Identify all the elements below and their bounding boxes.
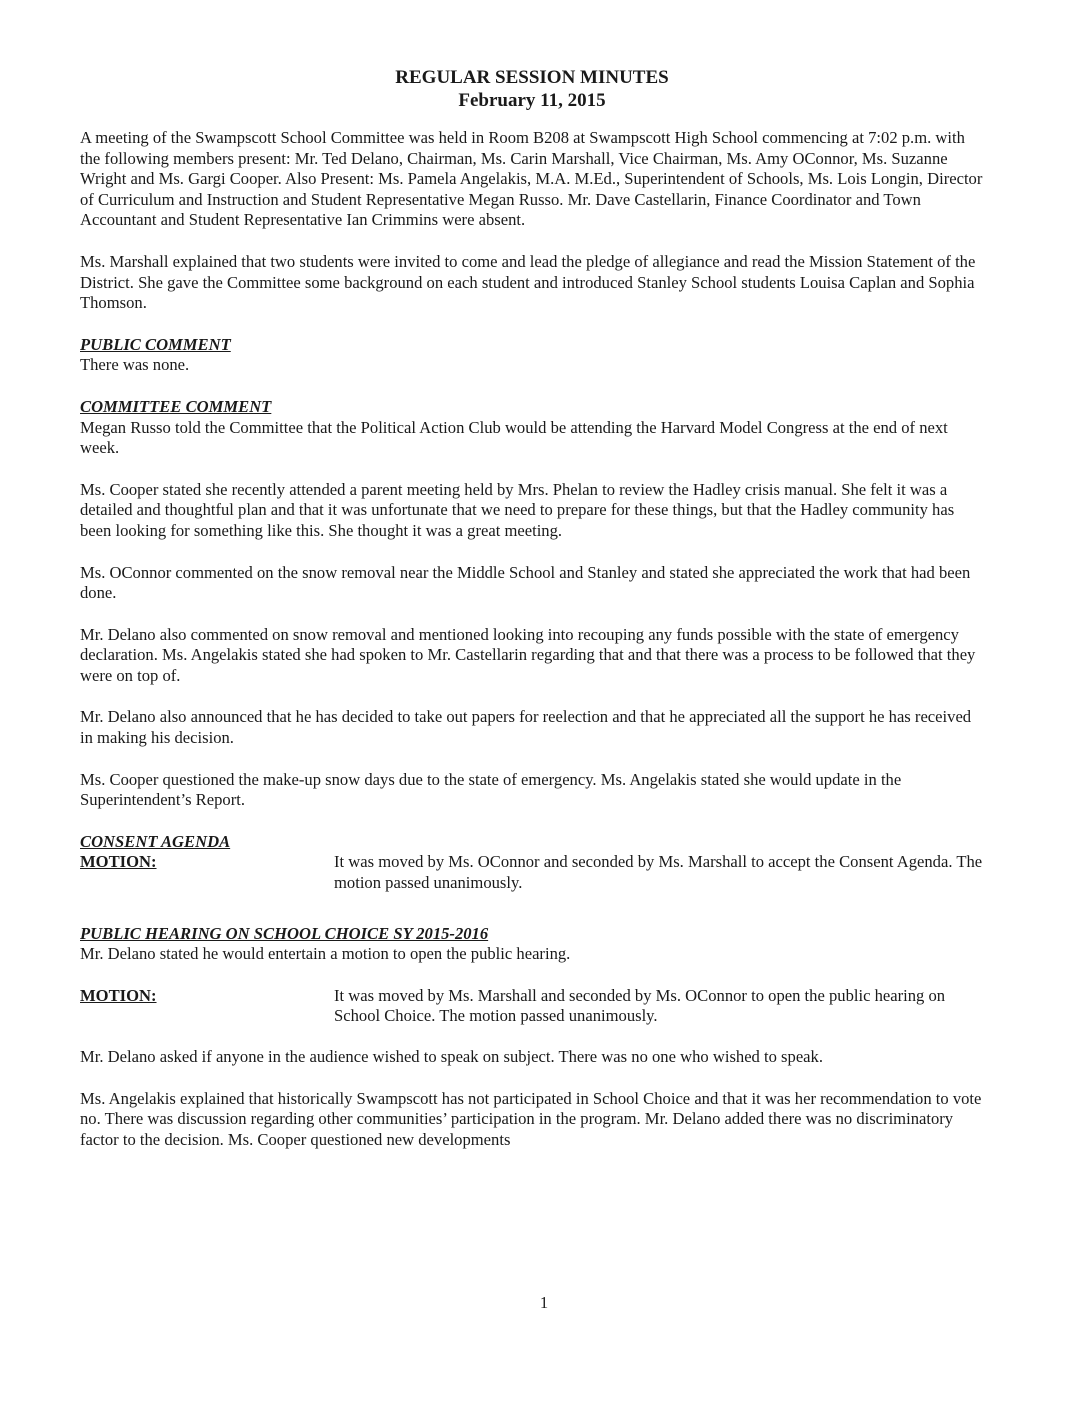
committee-comment-paragraph: Mr. Delano also announced that he has decided to take out papers for reelection and that he appreciated all the support he has received in making his decision.: [80, 707, 972, 748]
document-title: [80, 66, 984, 112]
intro-paragraph: A meeting of the Swampscott School Committee was held in Room B208 at Swampscott High School commencing at 7:02 p.m. with the following members present: Mr. Ted Delano, Chairman, Ms. Carin Marshall, Vice Chairman, Ms. Amy OConnor, Ms. Suzanne Wright and Ms. Gargi Cooper. Also Present: Ms. Pamela Angelakis, M.A. M.Ed., Superintendent of Schools, Ms. Lois Longin, Director of Curriculum and Instruction and Student Representative Megan Russo. Mr. Dave Castellarin, Finance Coordinator and Town Accountant and Student Representative Ian Crimmins were absent.: [80, 128, 983, 230]
motion-label: MOTION:: [80, 985, 157, 1005]
committee-comment-paragraph: Ms. Cooper stated she recently attended a parent meeting held by Mrs. Phelan to review the Hadley crisis manual. She felt it was a detailed and thoughtful plan and that it was unfortunate that we need to prepare for these things, but that the Hadley community has been looking for something like this. She thought it was a great meeting.: [80, 479, 955, 540]
title-date: February 11, 2015: [458, 90, 606, 111]
committee-comment-paragraph: Ms. Cooper questioned the make-up snow days due to the state of emergency. Ms. Angelakis stated she would update in the Superintendent’s Report.: [80, 769, 902, 810]
motion-text: It was moved by Ms. OConnor and seconded by Ms. Marshall to accept the Consent Agenda. The motion passed unanimously.: [334, 852, 983, 893]
committee-comment-paragraph: Mr. Delano also commented on snow removal and mentioned looking into recouping any funds possible with the state of emergency declaration. Ms. Angelakis stated she had spoken to Mr. Castellarin regarding that and that there was a process to be followed that they were on top of.: [80, 624, 976, 685]
school-choice-motion: [80, 986, 984, 1027]
consent-agenda-heading: CONSENT AGENDA: [80, 831, 231, 851]
page-number: 1: [539, 1293, 549, 1312]
school-choice-intro: Mr. Delano stated he would entertain a motion to open the public hearing.: [80, 944, 571, 964]
committee-comment-heading: COMMITTEE COMMENT: [80, 396, 272, 416]
public-comment-heading: PUBLIC COMMENT: [80, 334, 231, 354]
school-choice-discussion: Ms. Angelakis explained that historically Swampscott has not participated in School Choice and that it was her recommendation to vote no. There was discussion regarding other communities’ participation in the program. Mr. Delano added there was no discriminatory factor to the decision. Ms. Cooper questioned new developments: [80, 1088, 982, 1149]
motion-text: It was moved by Ms. Marshall and seconded by Ms. OConnor to open the public hearing on School Choice. The motion passed unanimously.: [334, 985, 946, 1026]
school-choice-audience: Mr. Delano asked if anyone in the audience wished to speak on subject. There was no one who wished to speak.: [80, 1047, 823, 1066]
committee-comment-paragraph: Ms. OConnor commented on the snow removal near the Middle School and Stanley and stated she appreciated the work that had been done.: [80, 562, 971, 603]
motion-label: MOTION:: [80, 852, 157, 872]
committee-comment-paragraph: Megan Russo told the Committee that the Political Action Club would be attending the Harvard Model Congress at the end of next week.: [80, 417, 948, 458]
title-line-1: REGULAR SESSION MINUTES: [395, 67, 669, 88]
consent-agenda-motion: [80, 852, 984, 893]
public-comment-text: There was none.: [80, 355, 190, 375]
pledge-paragraph: Ms. Marshall explained that two students were invited to come and lead the pledge of allegiance and read the Mission Statement of the District. She gave the Committee some background on each student and introduced Stanley School students Louisa Caplan and Sophia Thomson.: [80, 251, 976, 313]
school-choice-heading: PUBLIC HEARING ON SCHOOL CHOICE SY 2015-2016: [80, 923, 489, 943]
